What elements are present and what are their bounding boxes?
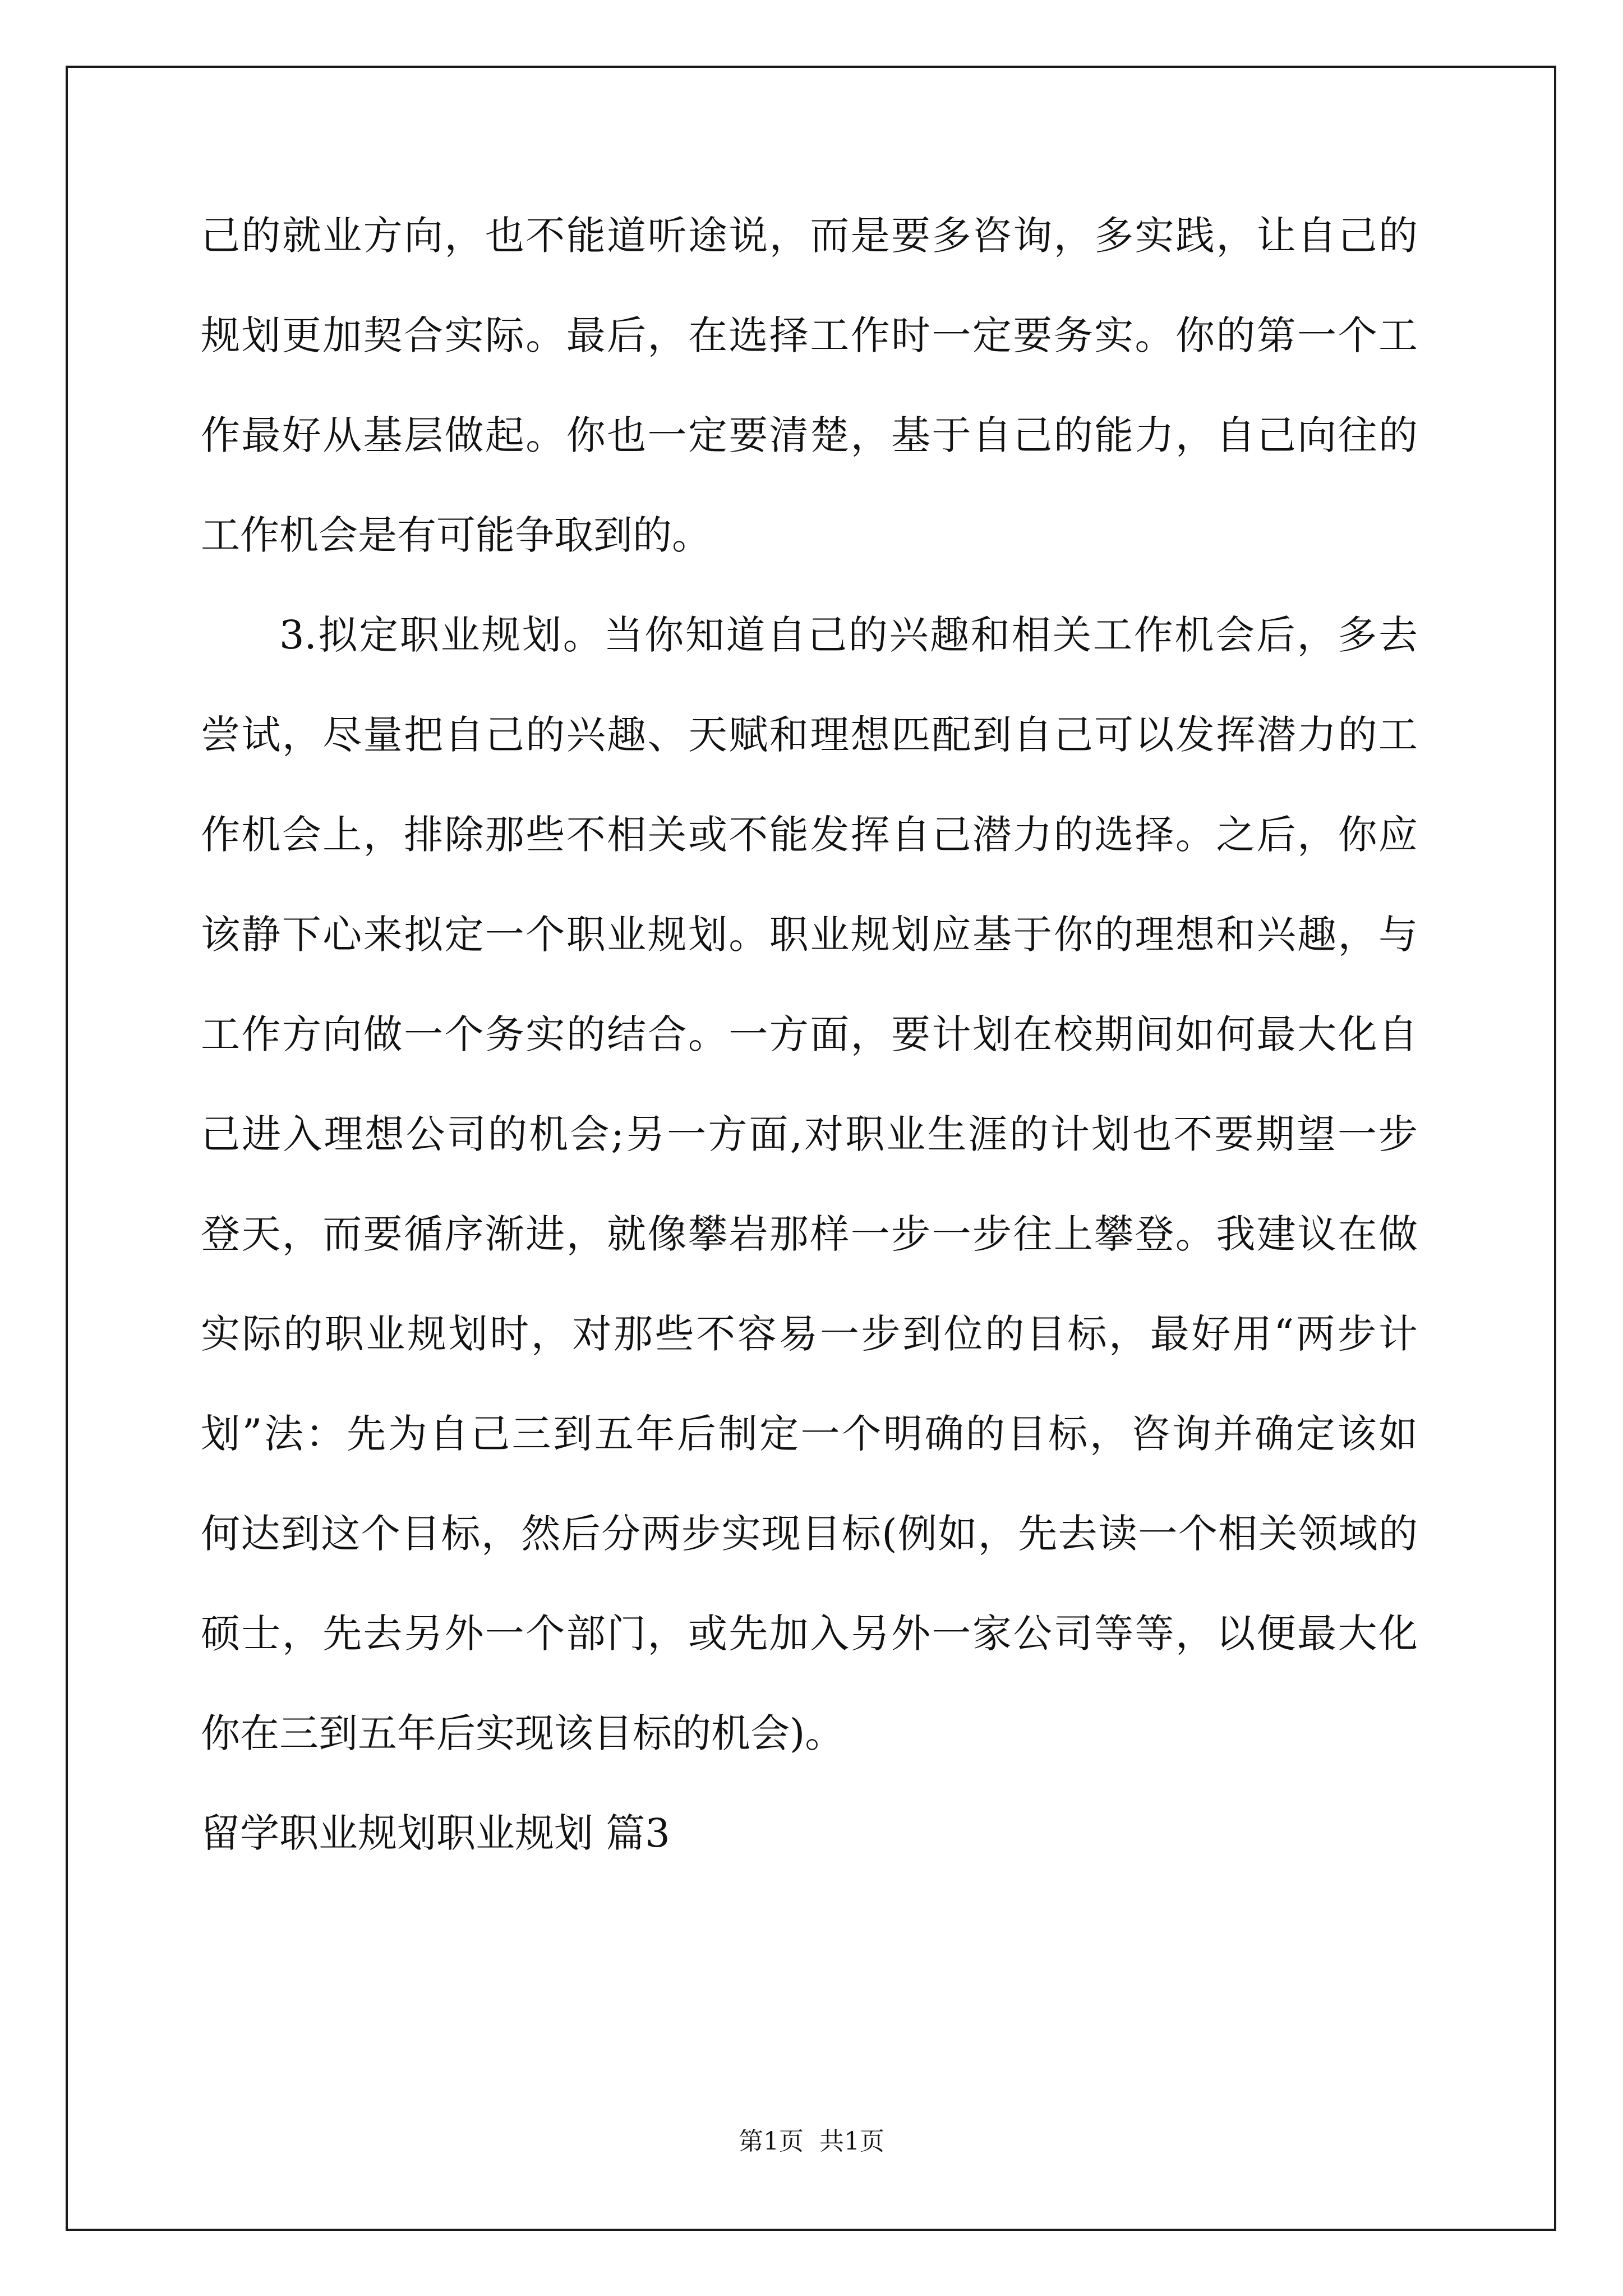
paragraph-2-line-4: 该静下心来拟定一个职业规划。职业规划应基于你的理想和兴趣，与: [201, 912, 1418, 958]
paragraph-2-line-6: 己进入理想公司的机会;另一方面,对职业生涯的计划也不要期望一步: [201, 1111, 1418, 1157]
paragraph-2-line-11: 硕士，先去另外一个部门，或先加入另外一家公司等等，以便最大化: [201, 1611, 1418, 1657]
paragraph-2-line-9: 划”法：先为自己三到五年后制定一个明确的目标，咨询并确定该如: [201, 1411, 1418, 1457]
paragraph-2-line-3: 作机会上，排除那些不相关或不能发挥自己潜力的选择。之后，你应: [201, 812, 1418, 858]
section-heading: 留学职业规划职业规划 篇3: [201, 1810, 670, 1856]
paragraph-1-line-3: 作最好从基层做起。你也一定要清楚，基于自己的能力，自己向往的: [201, 412, 1418, 458]
page-footer: 第1页 共1页: [739, 2127, 884, 2156]
paragraph-2-line-5: 工作方向做一个务实的结合。一方面，要计划在校期间如何最大化自: [201, 1011, 1418, 1057]
paragraph-2-line-1: 3.拟定职业规划。当你知道自己的兴趣和相关工作机会后，多去: [279, 612, 1418, 658]
paragraph-2-line-12: 你在三到五年后实现该目标的机会)。: [201, 1710, 845, 1756]
paragraph-2-line-2: 尝试，尽量把自己的兴趣、天赋和理想匹配到自己可以发挥潜力的工: [201, 712, 1418, 758]
paragraph-1-line-1: 己的就业方向，也不能道听途说，而是要多咨询，多实践，让自己的: [201, 213, 1418, 259]
paragraph-2-line-8: 实际的职业规划时，对那些不容易一步到位的目标，最好用“两步计: [201, 1311, 1418, 1357]
paragraph-2-line-7: 登天，而要循序渐进，就像攀岩那样一步一步往上攀登。我建议在做: [201, 1211, 1418, 1257]
paragraph-1-line-2: 规划更加契合实际。最后，在选择工作时一定要务实。你的第一个工: [201, 312, 1418, 358]
paragraph-1-line-4: 工作机会是有可能争取到的。: [201, 512, 711, 558]
paragraph-2-line-10: 何达到这个目标，然后分两步实现目标(例如，先去读一个相关领域的: [201, 1511, 1418, 1557]
